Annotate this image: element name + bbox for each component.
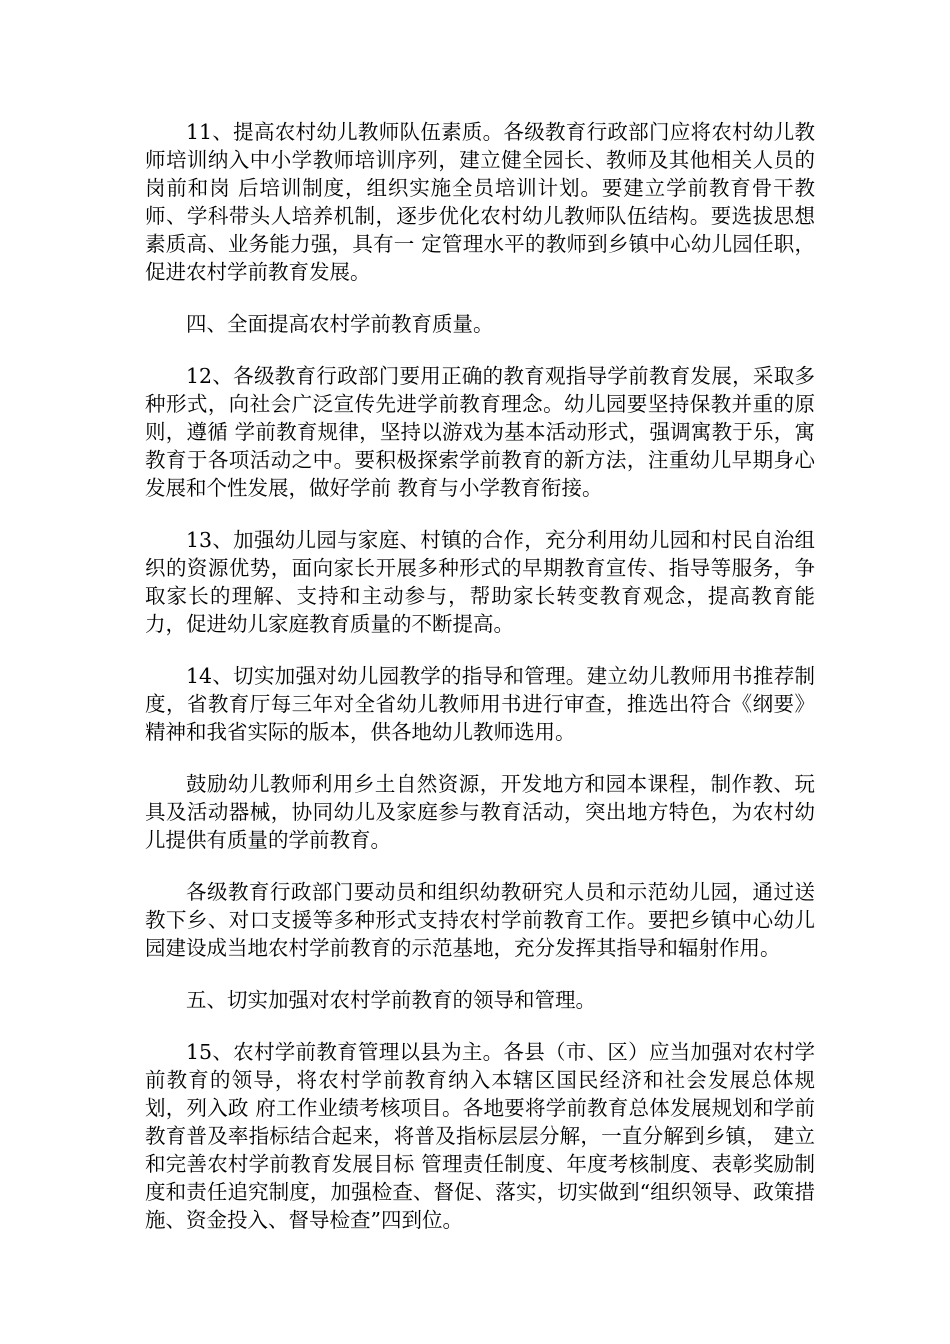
paragraph-11-teacher-quality: 11、提高农村幼儿教师队伍素质。各级教育行政部门应将农村幼儿教师培训纳入中小学教师培训序列，建立健全园长、教师及其他相关人员的岗前和岗 后培训制度，组织实施全员培训计划。要建立学前教育骨干教师、学科带头人培养机制，逐步优化农村幼儿教师队伍结构。要选拔思想素质高、业务能力强，具有一 定管理水平的教师到乡镇中心幼儿园任职，促进农村学前教育发展。 <box>145 120 815 284</box>
paragraph-15-county-management: 15、农村学前教育管理以县为主。各县（市、区）应当加强对农村学前教育的领导，将农村学前教育纳入本辖区国民经济和社会发展总体规划，列入政 府工作业绩考核项目。各地要将学前教育总体发展规划和学前教育普及率指标结合起来，将普及指标层层分解，一直分解到乡镇， 建立和完善农村学前教育发展目标 管理责任制度、年度考核制度、表彰奖励制度和责任追究制度，加强检查、督促、落实，切实做到“组织领导、政策措施、资金投入、督导检查”四到位。 <box>145 1040 815 1232</box>
section-heading-5: 五、切实加强对农村学前教育的领导和管理。 <box>186 988 596 1012</box>
paragraph-12-education-concept: 12、各级教育行政部门要用正确的教育观指导学前教育发展，采取多种形式，向社会广泛宣传先进学前教育理念。幼儿园要坚持保教并重的原则，遵循 学前教育规律，坚持以游戏为基本活动形式，强调寓教于乐，寓教育于各项活动之中。要积极探索学前教育的新方法，注重幼儿早期身心发展和个性发展，做好学前 教育与小学教育衔接。 <box>145 364 815 500</box>
paragraph-14-teaching-guidance: 14、切实加强对幼儿园教学的指导和管理。建立幼儿教师用书推荐制度，省教育厅每三年对全省幼儿教师用书进行审查，推选出符合《纲要》精神和我省实际的版本，供各地幼儿教师选用。 <box>145 664 815 744</box>
document-page <box>145 118 815 1234</box>
paragraph-13-family-cooperation: 13、加强幼儿园与家庭、村镇的合作，充分利用幼儿园和村民自治组织的资源优势，面向家长开展多种形式的早期教育宣传、指导等服务，争取家长的理解、支持和主动参与，帮助家长转变教育观念，提高教育能力，促进幼儿家庭教育质量的不断提高。 <box>145 528 815 636</box>
paragraph-local-resources: 鼓励幼儿教师利用乡土自然资源，开发地方和园本课程，制作教、玩具及活动器械，协同幼儿及家庭参与教育活动，突出地方特色，为农村幼儿提供有质量的学前教育。 <box>145 772 815 852</box>
paragraph-support-rural: 各级教育行政部门要动员和组织幼教研究人员和示范幼儿园，通过送教下乡、对口支援等多种形式支持农村学前教育工作。要把乡镇中心幼儿园建设成当地农村学前教育的示范基地，充分发挥其指导和辐射作用。 <box>145 880 815 960</box>
section-heading-4: 四、全面提高农村学前教育质量。 <box>186 312 494 336</box>
